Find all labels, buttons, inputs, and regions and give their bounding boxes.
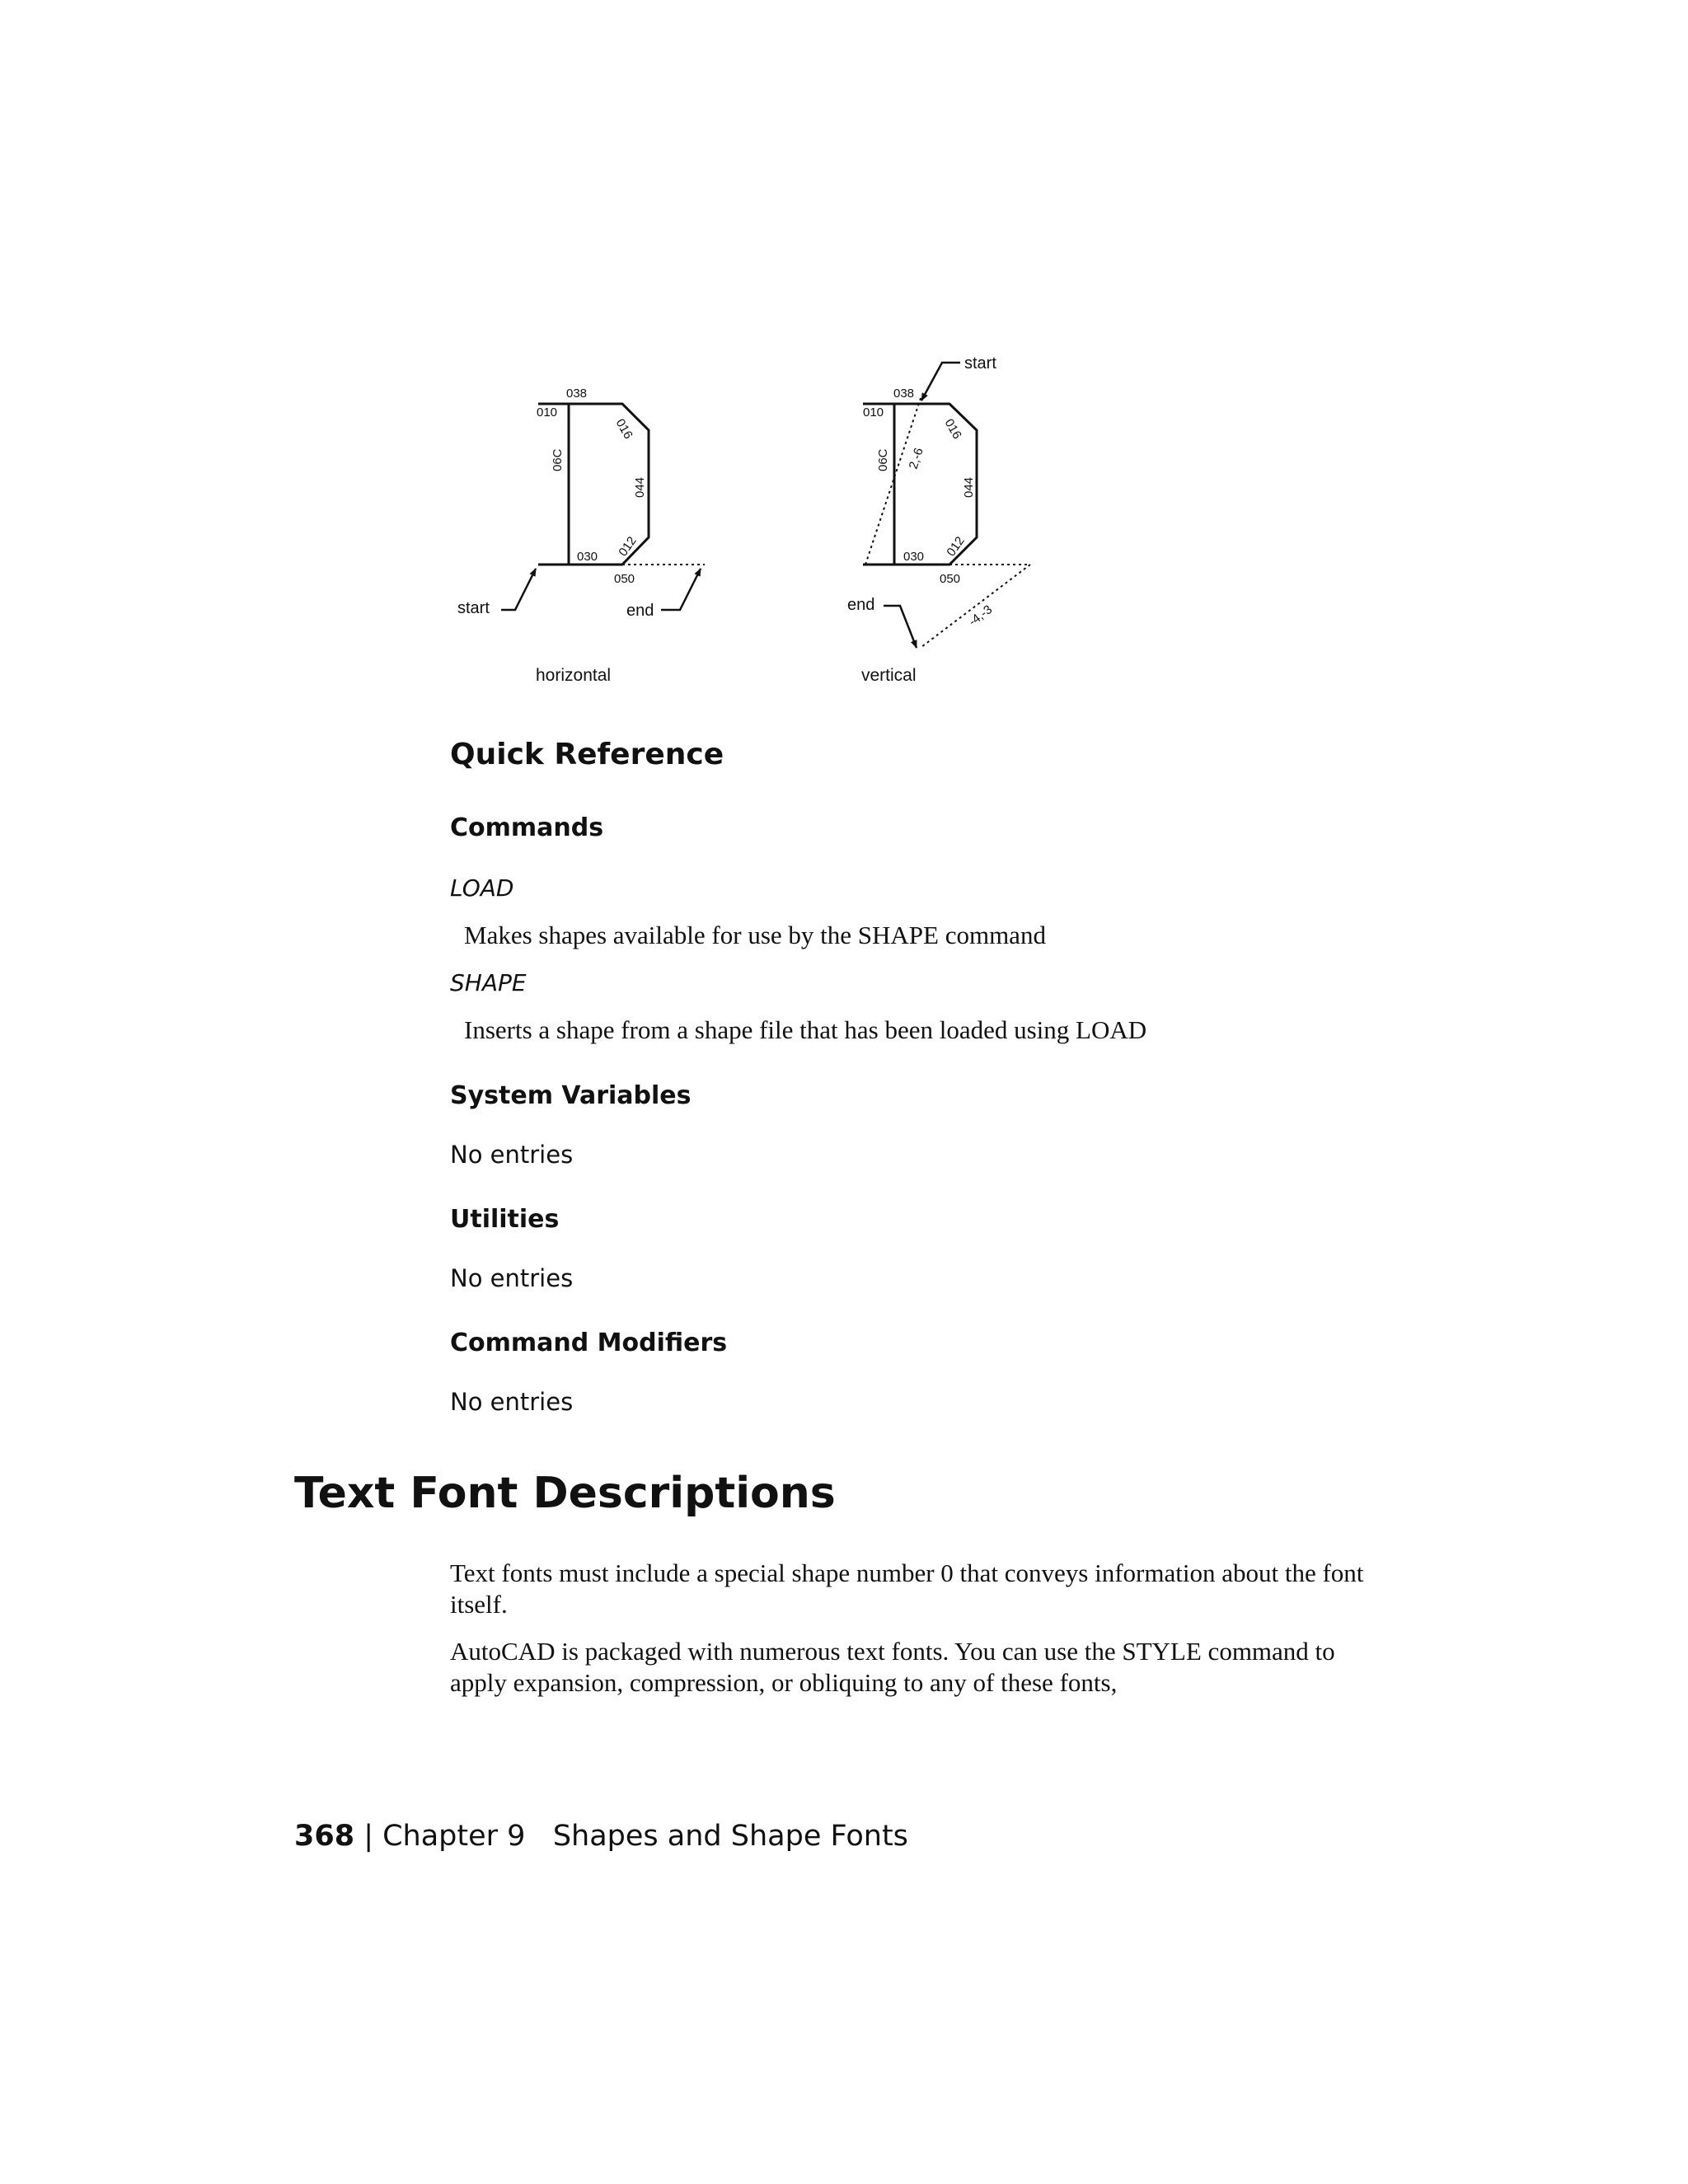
command-description-load: Makes shapes available for use by the SHAPE command [464, 921, 1046, 949]
end-label: end [626, 602, 654, 620]
start-label: start [457, 599, 490, 617]
offset-label: -4,-3 [966, 602, 996, 630]
code-label: 012 [616, 534, 640, 560]
system-variables-text: No entries [450, 1141, 574, 1169]
vertical-panel [847, 354, 1030, 685]
utilities-heading: Utilities [450, 1205, 560, 1234]
commands-heading: Commands [450, 813, 604, 842]
offset-label: 2,-6 [906, 446, 926, 471]
code-label: 038 [893, 387, 915, 401]
code-label: 06C [551, 448, 565, 471]
code-label: 050 [614, 572, 635, 586]
section-title: Text Font Descriptions [294, 1469, 836, 1518]
command-name-shape: SHAPE [450, 969, 527, 996]
footer-chapter: Chapter 9 [382, 1820, 526, 1853]
vertical-dotted-down [921, 565, 1030, 647]
quick-reference-heading: Quick Reference [450, 738, 724, 771]
start-label: start [964, 354, 996, 373]
page-footer [294, 1820, 908, 1853]
horizontal-start-arrow [501, 569, 536, 610]
code-label: 044 [962, 476, 976, 498]
end-label: end [847, 596, 875, 614]
figure-caption-vertical: vertical [861, 666, 917, 685]
figure-caption-horizontal: horizontal [536, 666, 612, 685]
command-modifiers-heading: Command Modifiers [450, 1329, 728, 1357]
code-label: 06C [876, 448, 890, 471]
page-number: 368 [294, 1820, 355, 1853]
code-label: 012 [944, 534, 968, 560]
code-label: 044 [633, 476, 647, 498]
horizontal-end-arrow [661, 569, 701, 610]
code-label: 016 [612, 416, 635, 442]
utilities-text: No entries [450, 1264, 574, 1292]
footer-separator: | [354, 1820, 383, 1853]
command-name-load: LOAD [450, 874, 514, 902]
command-description-shape: Inserts a shape from a shape file that has been loaded using LOAD [464, 1015, 1147, 1044]
vertical-start-arrow [921, 363, 960, 401]
vertical-end-arrow [884, 606, 917, 648]
code-label: 010 [537, 405, 558, 419]
horizontal-panel [457, 387, 705, 685]
code-label: 010 [863, 405, 884, 419]
code-label: 030 [903, 550, 925, 564]
code-label: 050 [940, 572, 961, 586]
section-paragraph: Text fonts must include a special shape number 0 that conveys information about the font itself. [450, 1558, 1364, 1619]
system-variables-heading: System Variables [450, 1081, 692, 1110]
shape-diagram-figure [445, 346, 1055, 692]
code-label: 016 [941, 416, 964, 442]
footer-chapter-title: Shapes and Shape Fonts [552, 1820, 908, 1853]
section-paragraph: AutoCAD is packaged with numerous text fonts. You can use the STYLE command to apply expansion, compression, or obliquing to any of these fonts, [450, 1637, 1335, 1697]
command-modifiers-text: No entries [450, 1388, 574, 1416]
code-label: 030 [577, 550, 598, 564]
code-label: 038 [566, 387, 588, 401]
